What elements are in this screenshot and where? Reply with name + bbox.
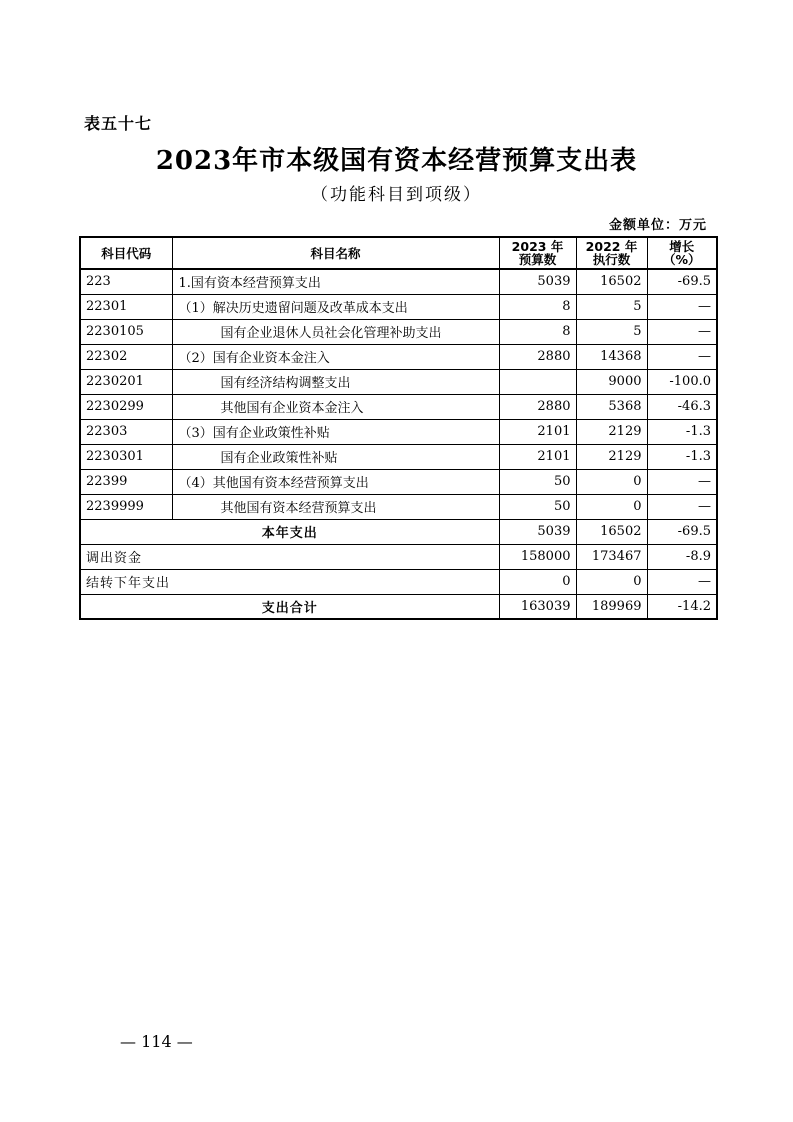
table-row xyxy=(80,419,717,444)
cell-growth: — xyxy=(647,319,717,344)
cell-budget: 5039 xyxy=(499,269,576,294)
cell-executed: 5 xyxy=(576,319,647,344)
cell-growth: — xyxy=(647,294,717,319)
summary-label: 本年支出 xyxy=(80,519,499,544)
cell-code: 22301 xyxy=(80,294,172,319)
summary-label: 调出资金 xyxy=(80,544,499,569)
table-row xyxy=(80,344,717,369)
summary-label: 结转下年支出 xyxy=(80,569,499,594)
cell-growth: -69.5 xyxy=(647,269,717,294)
cell-executed: 16502 xyxy=(576,519,647,544)
cell-growth: — xyxy=(647,344,717,369)
cell-name: （2）国有企业资本金注入 xyxy=(172,344,499,369)
cell-name: 国有经济结构调整支出 xyxy=(172,369,499,394)
column-header-growth-line1: 增长 xyxy=(669,239,695,254)
cell-executed: 0 xyxy=(576,569,647,594)
cell-name: 1.国有资本经营预算支出 xyxy=(172,269,499,294)
summary-row-current-year xyxy=(80,519,717,544)
budget-table xyxy=(79,236,718,620)
table-row xyxy=(80,369,717,394)
cell-code: 22302 xyxy=(80,344,172,369)
cell-budget: 8 xyxy=(499,319,576,344)
cell-code: 2230201 xyxy=(80,369,172,394)
column-header-budget-line2: 预算数 xyxy=(518,252,557,267)
cell-name: （4）其他国有资本经营预算支出 xyxy=(172,469,499,494)
page-title: 2023年市本级国有资本经营预算支出表 xyxy=(155,146,638,176)
cell-budget: 2880 xyxy=(499,394,576,419)
cell-name: 其他国有资本经营预算支出 xyxy=(172,494,499,519)
cell-executed: 2129 xyxy=(576,419,647,444)
cell-growth: — xyxy=(647,494,717,519)
cell-growth: -8.9 xyxy=(647,544,717,569)
cell-budget: 0 xyxy=(499,569,576,594)
cell-budget: 163039 xyxy=(499,594,576,619)
cell-executed: 16502 xyxy=(576,269,647,294)
table-row xyxy=(80,494,717,519)
summary-row-transfer-out xyxy=(80,544,717,569)
cell-growth: -69.5 xyxy=(647,519,717,544)
page-number: — 114 — xyxy=(120,1032,193,1051)
cell-budget: 50 xyxy=(499,494,576,519)
cell-code: 2230301 xyxy=(80,444,172,469)
cell-name: 其他国有企业资本金注入 xyxy=(172,394,499,419)
cell-growth: -1.3 xyxy=(647,419,717,444)
cell-code: 2230105 xyxy=(80,319,172,344)
cell-growth: — xyxy=(647,569,717,594)
summary-row-carry-forward xyxy=(80,569,717,594)
cell-budget: 2880 xyxy=(499,344,576,369)
cell-name: （1）解决历史遗留问题及改革成本支出 xyxy=(172,294,499,319)
table-row xyxy=(80,269,717,294)
cell-executed: 173467 xyxy=(576,544,647,569)
cell-budget xyxy=(499,369,576,394)
column-header-budget xyxy=(499,237,576,269)
cell-growth: -46.3 xyxy=(647,394,717,419)
table-header-row xyxy=(80,237,717,269)
cell-executed: 5368 xyxy=(576,394,647,419)
column-header-budget-line1: 2023 年 xyxy=(511,239,564,254)
column-header-executed xyxy=(576,237,647,269)
cell-executed: 5 xyxy=(576,294,647,319)
column-header-executed-line2: 执行数 xyxy=(592,252,631,267)
cell-budget: 158000 xyxy=(499,544,576,569)
cell-budget: 2101 xyxy=(499,419,576,444)
cell-budget: 50 xyxy=(499,469,576,494)
column-header-growth xyxy=(647,237,717,269)
table-row xyxy=(80,469,717,494)
cell-code: 22399 xyxy=(80,469,172,494)
cell-code: 2239999 xyxy=(80,494,172,519)
cell-executed: 14368 xyxy=(576,344,647,369)
cell-name: 国有企业政策性补贴 xyxy=(172,444,499,469)
cell-budget: 8 xyxy=(499,294,576,319)
column-header-growth-line2: （%） xyxy=(662,252,701,267)
page-subtitle: （功能科目到项级） xyxy=(311,185,482,205)
cell-growth: — xyxy=(647,469,717,494)
cell-code: 2230299 xyxy=(80,394,172,419)
cell-name: 国有企业退休人员社会化管理补助支出 xyxy=(172,319,499,344)
unit-label: 金额单位：万元 xyxy=(608,218,707,233)
column-header-name-text: 科目名称 xyxy=(310,245,361,261)
table-row xyxy=(80,444,717,469)
cell-budget: 5039 xyxy=(499,519,576,544)
table-number-label: 表五十七 xyxy=(84,114,153,133)
table-row xyxy=(80,294,717,319)
summary-row-total xyxy=(80,594,717,619)
table-row xyxy=(80,319,717,344)
cell-growth: -1.3 xyxy=(647,444,717,469)
summary-label: 支出合计 xyxy=(80,594,499,619)
cell-executed: 2129 xyxy=(576,444,647,469)
cell-name: （3）国有企业政策性补贴 xyxy=(172,419,499,444)
column-header-code-text: 科目代码 xyxy=(101,245,152,261)
cell-growth: -100.0 xyxy=(647,369,717,394)
cell-budget: 2101 xyxy=(499,444,576,469)
cell-executed: 189969 xyxy=(576,594,647,619)
column-header-code xyxy=(80,237,172,269)
cell-code: 22303 xyxy=(80,419,172,444)
cell-executed: 0 xyxy=(576,494,647,519)
cell-growth: -14.2 xyxy=(647,594,717,619)
column-header-name xyxy=(172,237,499,269)
cell-executed: 9000 xyxy=(576,369,647,394)
cell-executed: 0 xyxy=(576,469,647,494)
column-header-executed-line1: 2022 年 xyxy=(585,239,638,254)
table-row xyxy=(80,394,717,419)
cell-code: 223 xyxy=(80,269,172,294)
